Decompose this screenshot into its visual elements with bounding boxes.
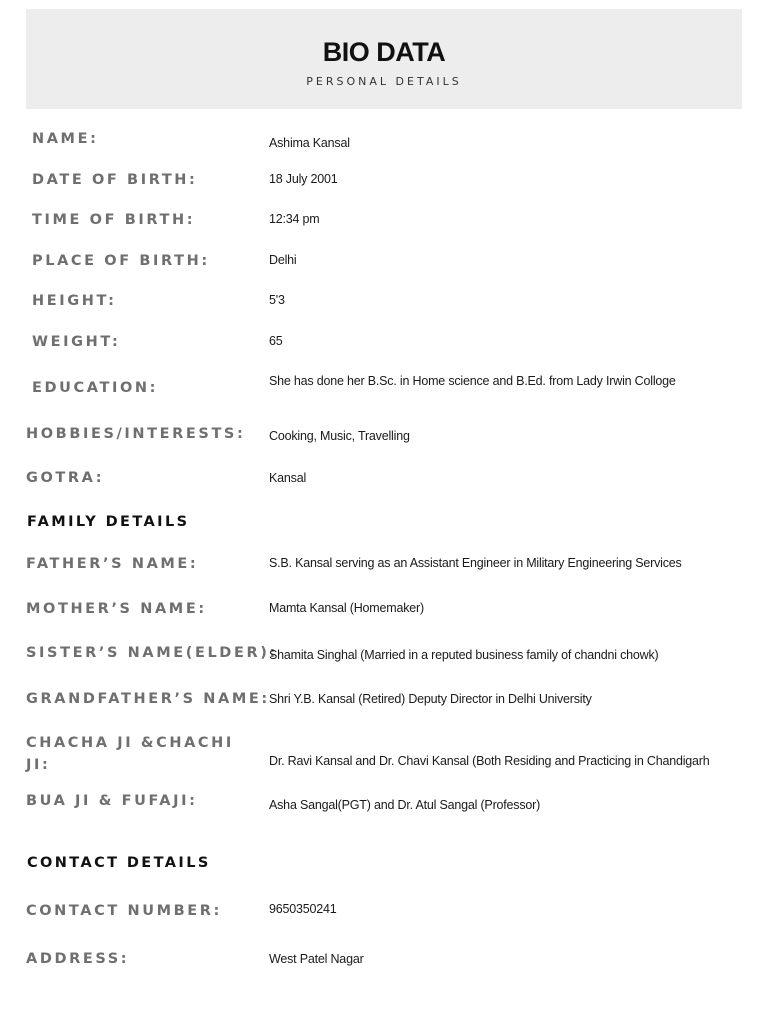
sister-name-label: SISTER’S NAME(ELDER): bbox=[26, 645, 278, 661]
name-value: Ashima Kansal bbox=[269, 136, 350, 150]
tob-value: 12:34 pm bbox=[269, 212, 320, 226]
mother-name-label: MOTHER’S NAME: bbox=[26, 601, 207, 617]
grandfather-name-value: Shri Y.B. Kansal (Retired) Deputy Director in Delhi University bbox=[269, 692, 592, 706]
sister-name-value: Shamita Singhal (Married in a reputed business family of chandni chowk) bbox=[269, 648, 659, 662]
contact-number-value: 9650350241 bbox=[269, 902, 337, 916]
family-details-heading: FAMILY DETAILS bbox=[27, 514, 190, 530]
weight-value: 65 bbox=[269, 334, 283, 348]
grandfather-name-label: GRANDFATHER’S NAME: bbox=[26, 691, 270, 707]
gotra-label: GOTRA: bbox=[26, 470, 105, 486]
pob-value: Delhi bbox=[269, 253, 297, 267]
hobbies-value: Cooking, Music, Travelling bbox=[269, 429, 410, 443]
height-label: HEIGHT: bbox=[32, 293, 117, 309]
tob-label: TIME OF BIRTH: bbox=[32, 212, 196, 228]
address-label: ADDRESS: bbox=[26, 951, 130, 967]
height-value: 5'3 bbox=[269, 293, 285, 307]
pob-label: PLACE OF BIRTH: bbox=[32, 253, 210, 269]
mother-name-value: Mamta Kansal (Homemaker) bbox=[269, 601, 424, 615]
bua-fufaji-value: Asha Sangal(PGT) and Dr. Atul Sangal (Professor) bbox=[269, 798, 541, 812]
chacha-chachi-label: CHACHA JI &CHACHI JI: bbox=[26, 735, 234, 773]
address-value: West Patel Nagar bbox=[269, 952, 364, 966]
contact-details-heading: CONTACT DETAILS bbox=[27, 855, 211, 871]
father-name-value: S.B. Kansal serving as an Assistant Engineer in Military Engineering Services bbox=[269, 556, 682, 570]
hobbies-label: HOBBIES/INTERESTS: bbox=[26, 426, 246, 442]
name-label: NAME: bbox=[32, 131, 99, 147]
father-name-label: FATHER’S NAME: bbox=[26, 556, 199, 572]
contact-number-label: CONTACT NUMBER: bbox=[26, 903, 222, 919]
chacha-chachi-value: Dr. Ravi Kansal and Dr. Chavi Kansal (Both Residing and Practicing in Chandigarh bbox=[269, 754, 710, 768]
weight-label: WEIGHT: bbox=[32, 334, 121, 350]
dob-value: 18 July 2001 bbox=[269, 172, 338, 186]
education-value: She has done her B.Sc. in Home science and B.Ed. from Lady Irwin Colloge bbox=[269, 374, 676, 388]
page-subtitle: PERSONAL DETAILS bbox=[306, 75, 462, 88]
education-label: EDUCATION: bbox=[32, 380, 158, 396]
dob-label: DATE OF BIRTH: bbox=[32, 172, 198, 188]
page-title: BIO DATA bbox=[322, 37, 446, 67]
gotra-value: Kansal bbox=[269, 471, 307, 485]
bua-fufaji-label: BUA JI & FUFAJI: bbox=[26, 793, 198, 809]
header-banner bbox=[26, 9, 742, 109]
